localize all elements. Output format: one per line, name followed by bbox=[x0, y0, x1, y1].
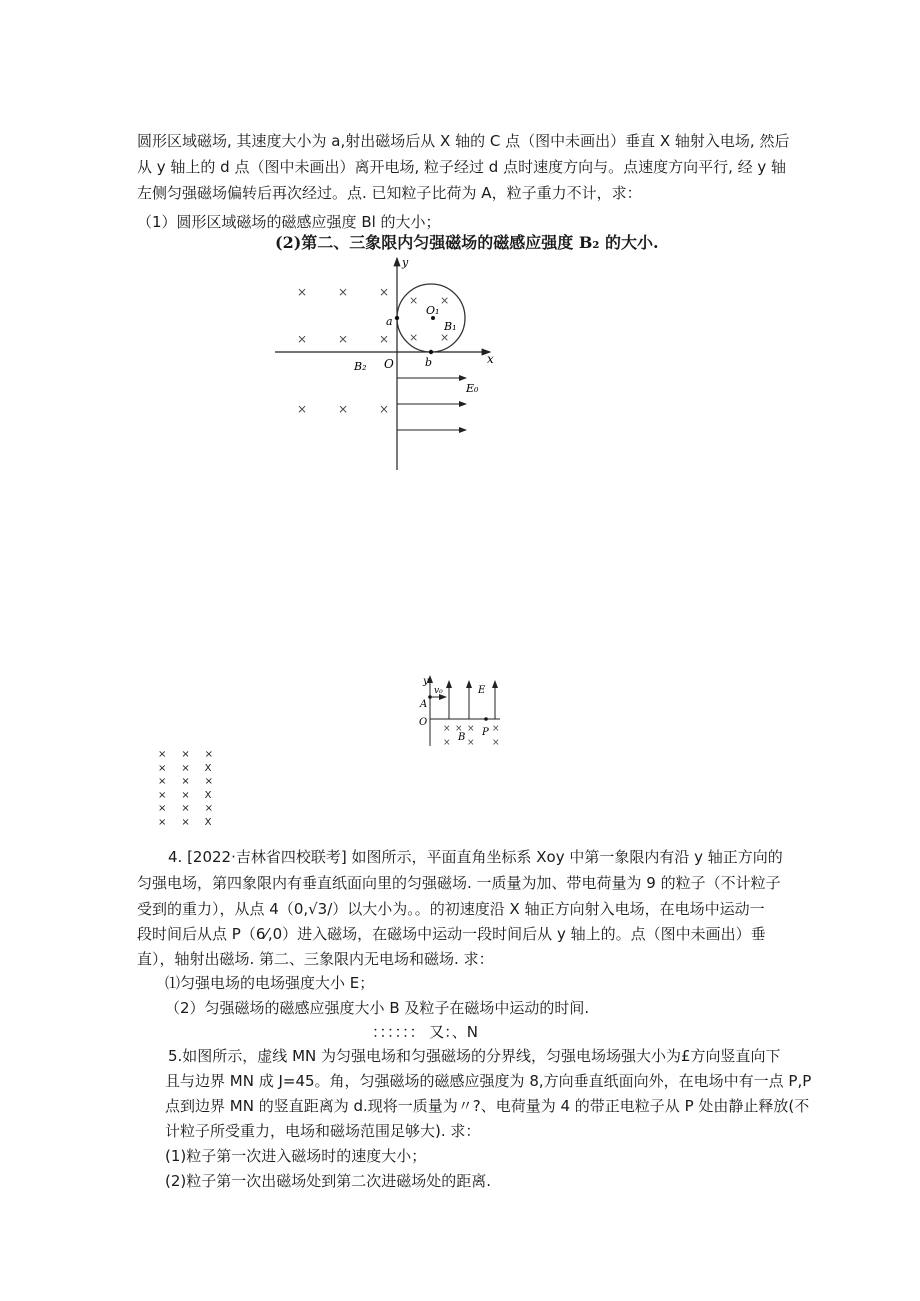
center-label: O₁ bbox=[426, 304, 440, 317]
cross-row bbox=[158, 789, 228, 803]
cross-mark: × bbox=[204, 776, 214, 788]
cross-mark: × bbox=[379, 402, 390, 416]
cross-mark: × bbox=[338, 402, 349, 416]
problem4-line-2: 匀强电场，第四象限内有垂直纸面向里的匀强磁场. 一质量为加、带电荷量为 9 的粒子（不计粒子 bbox=[137, 874, 781, 892]
point-p-label: P bbox=[482, 727, 489, 738]
cross-row bbox=[158, 748, 228, 762]
cross-mark: × bbox=[158, 789, 167, 801]
cross-row bbox=[158, 762, 228, 776]
x-axis-label: x bbox=[487, 352, 494, 366]
velocity-label: v₀ bbox=[434, 686, 443, 696]
cross-mark: × bbox=[204, 749, 214, 760]
cross-mark: X bbox=[204, 789, 212, 801]
cross-mark: × bbox=[455, 724, 463, 734]
problem4-question-1: ⑴匀强电场的电场强度大小 E； bbox=[165, 974, 375, 992]
field-b2-label: B₂ bbox=[354, 360, 367, 373]
problem4-line-5: 直），轴射出磁场. 第二、三象限内无电场和磁场. 求： bbox=[137, 950, 494, 968]
problem5-question-2: (2)粒子第一次出磁场处到第二次进磁场处的距离. bbox=[165, 1172, 492, 1190]
cross-mark: × bbox=[409, 331, 419, 344]
cross-mark: × bbox=[338, 332, 349, 346]
cross-mark: × bbox=[158, 776, 167, 788]
cross-mark: × bbox=[181, 762, 190, 774]
cross-mark: × bbox=[409, 294, 419, 307]
cross-mark: × bbox=[181, 789, 190, 801]
cross-mark: × bbox=[440, 331, 450, 344]
question-1: （1）圆形区域磁场的磁感应强度 Bl 的大小； bbox=[137, 213, 441, 231]
problem4-line-3: 受到的重力），从点 4（0,√3/）以大小为。。的初速度沿 X 轴正方向射入电场，在电场中运动一 bbox=[137, 900, 765, 918]
cross-mark: × bbox=[338, 285, 349, 299]
cross-mark: × bbox=[492, 738, 500, 748]
question-2: (2)第二、三象限内匀强磁场的磁感应强度 B₂ 的大小. bbox=[275, 233, 659, 252]
cross-mark: × bbox=[158, 749, 167, 760]
cross-mark: × bbox=[492, 724, 500, 734]
stray-marks: ：：：：：： 又：、N bbox=[372, 1023, 478, 1041]
cross-mark: × bbox=[379, 332, 390, 346]
cross-mark: × bbox=[181, 749, 190, 760]
point-b-label: b bbox=[425, 356, 433, 369]
cross-row bbox=[158, 816, 228, 830]
intro-line-3: 左侧匀强磁场偏转后再次经过。点. 已知粒子比荷为 A，粒子重力不计，求： bbox=[137, 184, 642, 202]
cross-mark: × bbox=[443, 738, 451, 748]
intro-line-2: 从 y 轴上的 d 点（图中未画出）离开电场, 粒子经过 d 点时速度方向与。点速度方向平行, 经 y 轴 bbox=[137, 158, 787, 176]
cross-mark: × bbox=[467, 738, 475, 748]
cross-mark: × bbox=[158, 816, 167, 828]
field-e-label: E bbox=[478, 685, 486, 696]
cross-mark: X bbox=[204, 762, 212, 774]
cross-mark: × bbox=[440, 294, 450, 307]
origin-label: O bbox=[384, 357, 394, 371]
cross-mark: × bbox=[379, 285, 390, 299]
problem4-question-2: （2）匀强磁场的磁感应强度大小 B 及粒子在磁场中运动的时间. bbox=[165, 999, 590, 1017]
field-b-label: B bbox=[458, 732, 466, 743]
origin-label: O bbox=[419, 717, 428, 728]
y-axis-label: y bbox=[402, 256, 409, 269]
cross-mark: × bbox=[181, 816, 190, 828]
cross-grid bbox=[158, 748, 228, 830]
point-a-label: a bbox=[386, 315, 393, 328]
cross-row bbox=[158, 802, 228, 816]
point-a-label: A bbox=[420, 699, 428, 710]
y-axis-label: y bbox=[423, 676, 429, 687]
cross-mark: × bbox=[181, 803, 190, 815]
problem5-line-4: 计粒子所受重力，电场和磁场范围足够大). 求： bbox=[165, 1122, 481, 1140]
cross-mark: × bbox=[297, 402, 308, 416]
cross-mark: × bbox=[158, 803, 167, 815]
point-p-dot bbox=[484, 717, 488, 721]
cross-mark: × bbox=[181, 776, 190, 788]
cross-mark: × bbox=[443, 724, 451, 734]
cross-mark: X bbox=[204, 816, 212, 828]
problem5-line-1: 5.如图所示，虚线 MN 为匀强电场和匀强磁场的分界线，匀强电场场强大小为£方向竖直向下 bbox=[168, 1047, 781, 1065]
field-b1-label: B₁ bbox=[444, 320, 457, 333]
cross-mark: × bbox=[297, 285, 308, 299]
cross-mark: × bbox=[297, 332, 308, 346]
problem5-line-3: 点到边界 MN 的竖直距离为 d.现将一质量为〃?、电荷量为 4 的带正电粒子从 P 处由静止释放(不 bbox=[165, 1097, 810, 1115]
cross-mark: × bbox=[467, 724, 475, 734]
cross-mark: × bbox=[204, 803, 214, 815]
cross-row bbox=[158, 775, 228, 789]
intro-line-1: 圆形区域磁场, 其速度大小为 a,射出磁场后从 X 轴的 C 点（图中未画出）垂直 X 轴射入电场, 然后 bbox=[137, 132, 790, 150]
problem4-line-1: 4. [2022·吉林省四校联考] 如图所示，平面直角坐标系 Xoy 中第一象限内有沿 y 轴正方向的 bbox=[168, 848, 783, 866]
problem5-line-2: 且与边界 MN 成 J=45。角，匀强磁场的磁感应强度为 8,方向垂直纸面向外，在电场中有一点 P,P bbox=[165, 1072, 812, 1090]
problem4-line-4: 段时间后从点 P（6⁄,0）进入磁场，在磁场中运动一段时间后从 y 轴上的。点（图中未画出）垂 bbox=[137, 925, 766, 943]
cross-mark: × bbox=[158, 762, 167, 774]
field-e0-label: E₀ bbox=[466, 382, 479, 395]
problem5-question-1: (1)粒子第一次进入磁场时的速度大小； bbox=[165, 1147, 427, 1165]
